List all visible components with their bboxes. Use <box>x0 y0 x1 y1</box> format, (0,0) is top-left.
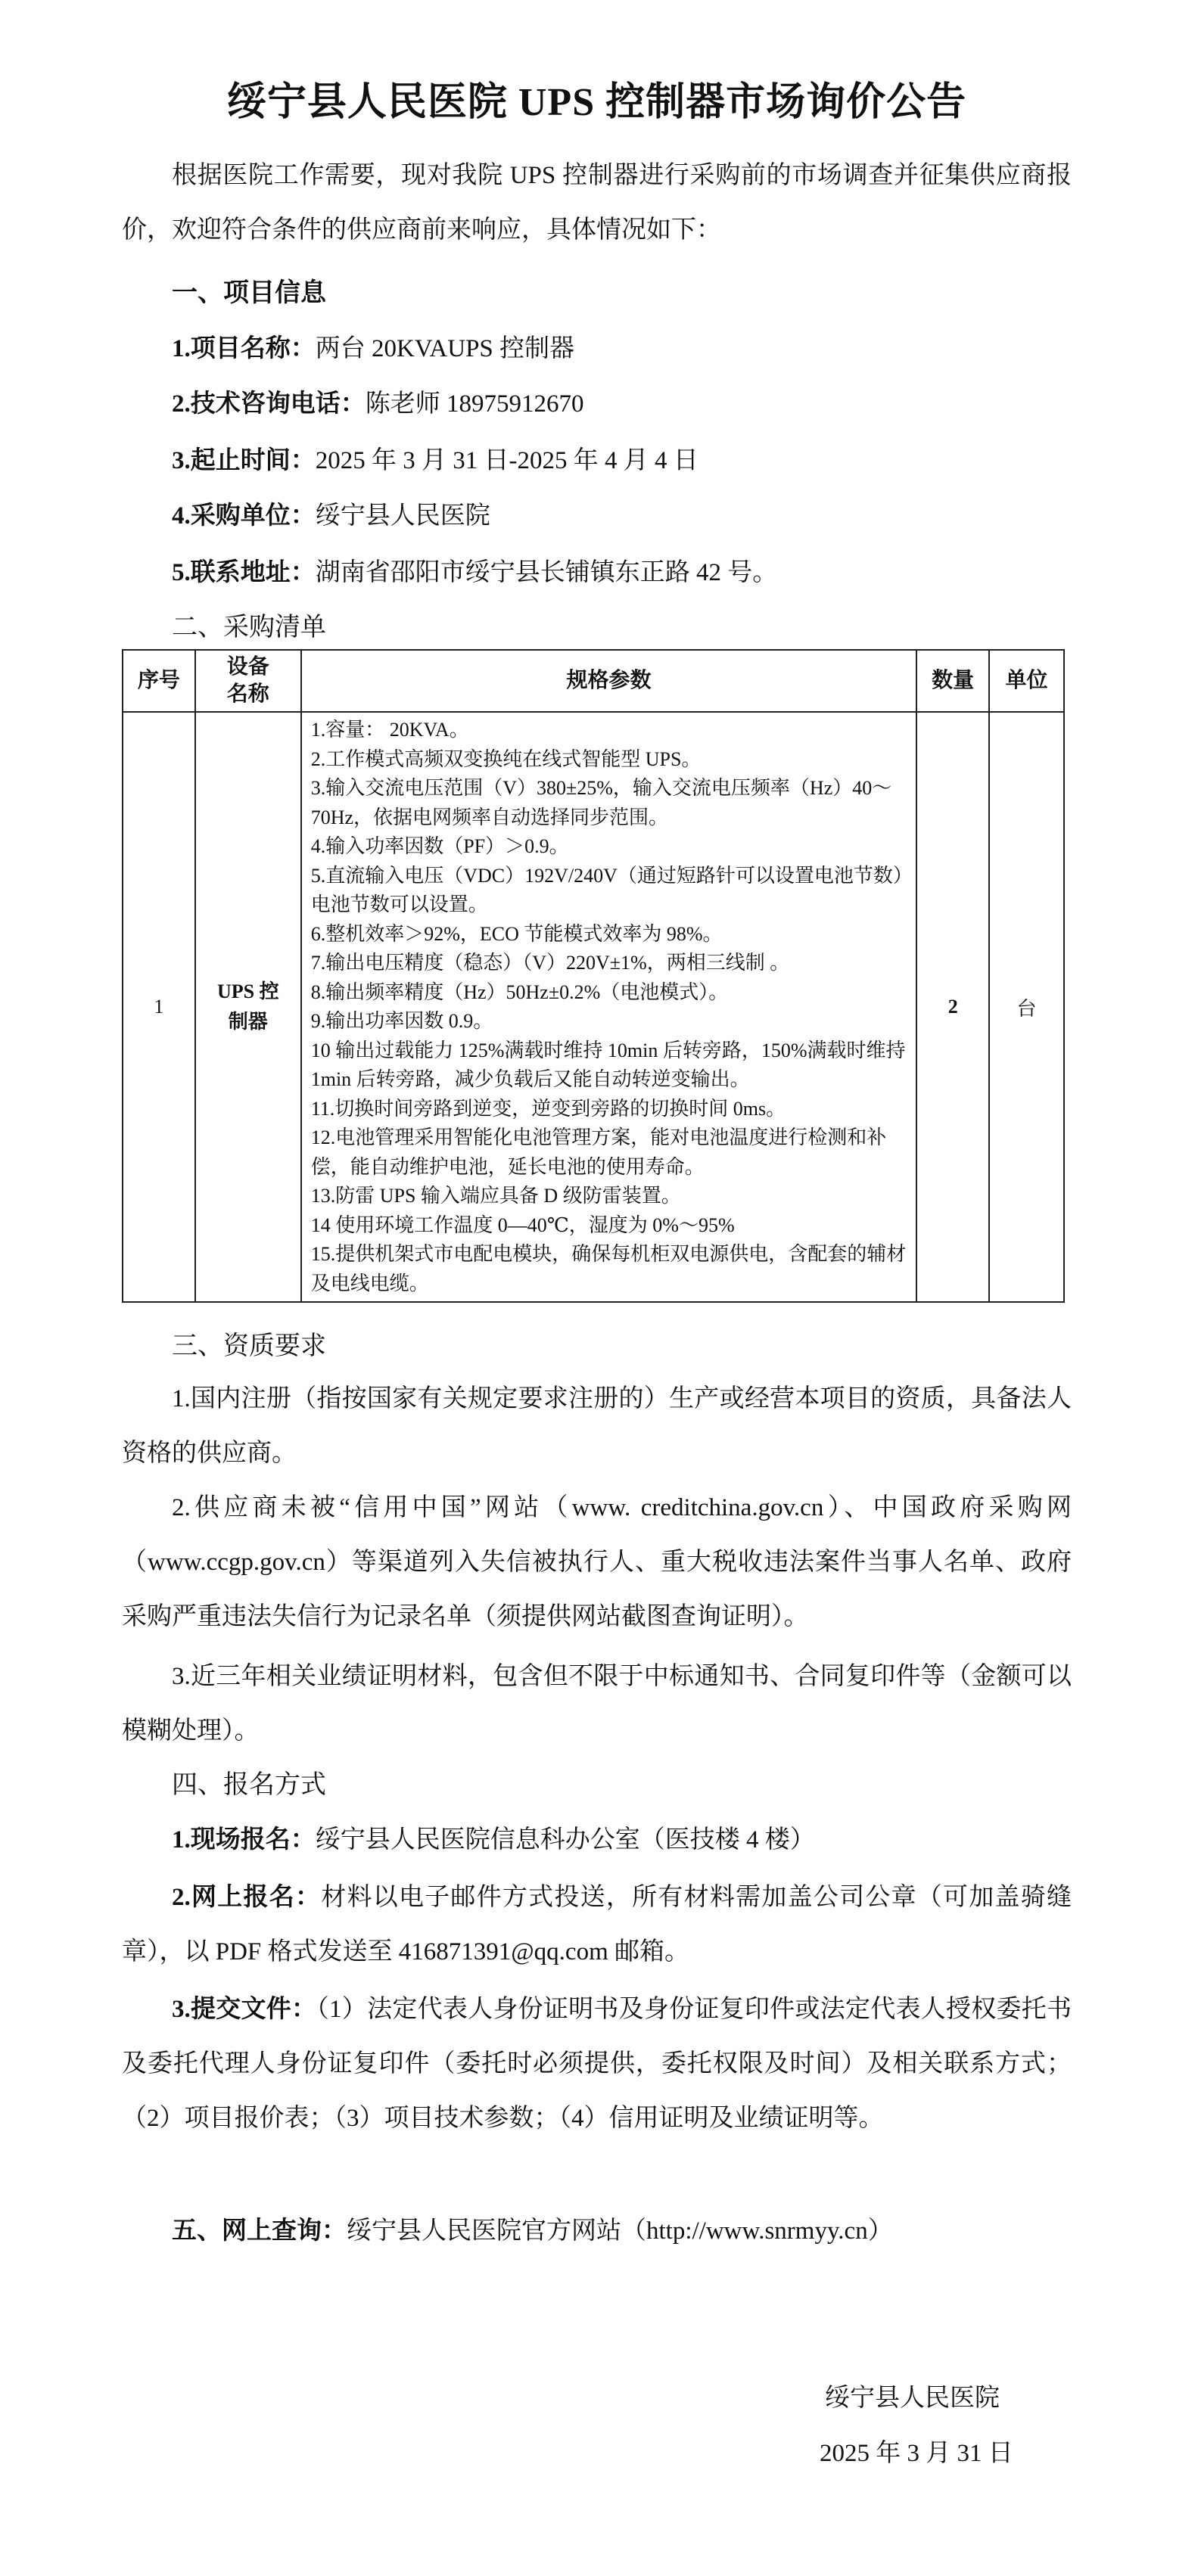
qualification-3: 3.近三年相关业绩证明材料，包含但不限于中标通知书、合同复印件等（金额可以模糊处理）。 <box>122 1663 1072 1745</box>
onsite-registration: 1.现场报名：绥宁县人民医院信息科办公室（医技楼 4 楼） <box>172 1826 815 1854</box>
cell-name: UPS 控制器 <box>195 712 301 1302</box>
page-title: 绥宁县人民医院 UPS 控制器市场询价公告 <box>226 81 967 124</box>
spec-line: 8.输出频率精度（Hz）50Hz±0.2%（电池模式）。 <box>310 980 729 1003</box>
col-header-name: 设备名称 <box>195 650 301 712</box>
online-query: 五、网上查询：绥宁县人民医院官方网站（http://www.snrmyy.cn） <box>172 2217 893 2245</box>
cell-no: 1 <box>123 712 195 1302</box>
project-name: 1.项目名称：两台 20KVAUPS 控制器 <box>172 335 575 362</box>
cell-specs <box>301 712 917 1302</box>
cell-qty: 2 <box>916 712 989 1302</box>
spec-line: 5.直流输入电压（VDC）192V/240V（通过短路针可以设置电池节数）电池节数可以设置。 <box>310 864 903 915</box>
qualification-2: 2.供应商未被“信用中国”网站（www. creditchina.gov.cn）、中国政府采购网（www.ccgp.gov.cn）等渠道列入失信被执行人、重大税收违法案件当事人名单、政府采购严重违法失信行为记录名单（须提供网站截图查询证明）。 <box>122 1494 1072 1630</box>
col-header-specs: 规格参数 <box>301 650 917 712</box>
section-heading-project-info: 一、项目信息 <box>172 279 326 307</box>
purchase-table <box>122 649 1065 1303</box>
spec-line: 12.电池管理采用智能化电池管理方案，能对电池温度进行检测和补偿，能自动维护电池，延长电池的使用寿命。 <box>310 1126 887 1178</box>
section-heading-qualifications: 三、资质要求 <box>172 1332 326 1360</box>
spec-line: 2.工作模式高频双变换纯在线式智能型 UPS。 <box>310 747 702 770</box>
tech-phone: 2.技术咨询电话：陈老师 18975912670 <box>172 390 584 418</box>
section-heading-purchase-list: 二、采购清单 <box>172 614 326 642</box>
purchaser: 4.采购单位：绥宁县人民医院 <box>172 502 490 530</box>
submission-files: 3.提交文件：（1）法定代表人身份证明书及身份证复印件或法定代表人授权委托书及委托代理人身份证复印件（委托时必须提供，委托权限及时间）及相关联系方式；（2）项目报价表；（3）项目技术参数；（4）信用证明及业绩证明等。 <box>122 1996 1072 2132</box>
online-registration: 2.网上报名：材料以电子邮件方式投送，所有材料需加盖公司公章（可加盖骑缝章），以 PDF 格式发送至 416871391@qq.com 邮箱。 <box>122 1884 1072 1965</box>
address: 5.联系地址：湖南省邵阳市绥宁县长铺镇东正路 42 号。 <box>172 559 778 586</box>
table-header-row <box>123 650 1064 712</box>
spec-line: 15.提供机架式市电配电模块，确保每机柜双电源供电，含配套的辅材及电线电缆。 <box>310 1243 907 1294</box>
spec-line: 10 输出过载能力 125%满载时维持 10min 后转旁路，150%满载时维持 1min 后转旁路，减少负载后又能自动转逆变输出。 <box>310 1039 906 1090</box>
spec-line: 11.切换时间旁路到逆变，逆变到旁路的切换时间 0ms。 <box>310 1097 786 1120</box>
spec-line: 7.输出电压精度（稳态）（V）220V±1%，两相三线制 。 <box>310 952 790 974</box>
signature-date: 2025 年 3 月 31 日 <box>820 2440 1013 2467</box>
intro-paragraph: 根据医院工作需要，现对我院 UPS 控制器进行采购前的市场调查并征集供应商报价，欢迎符合条件的供应商前来响应，具体情况如下： <box>122 162 1072 244</box>
table-row <box>123 712 1064 1302</box>
period: 3.起止时间：2025 年 3 月 31 日-2025 年 4 月 4 日 <box>172 447 699 474</box>
spec-line: 6.整机效率＞92%，ECO 节能模式效率为 98%。 <box>310 922 723 945</box>
col-header-qty: 数量 <box>916 650 989 712</box>
spec-line: 13.防雷 UPS 输入端应具备 D 级防雷装置。 <box>310 1185 681 1207</box>
spec-line: 9.输出功率因数 0.9。 <box>310 1010 493 1032</box>
spec-line: 14 使用环境工作温度 0—40℃，湿度为 0%～95% <box>310 1213 735 1236</box>
cell-unit: 台 <box>989 712 1064 1302</box>
signature-org: 绥宁县人民医院 <box>825 2385 1000 2412</box>
qualification-1: 1.国内注册（指按国家有关规定要求注册的）生产或经营本项目的资质，具备法人资格的供应商。 <box>122 1385 1072 1467</box>
col-header-no: 序号 <box>123 650 195 712</box>
spec-line: 1.容量： 20KVA。 <box>310 719 469 741</box>
spec-line: 4.输入功率因数（PF）＞0.9。 <box>310 835 569 857</box>
section-heading-registration: 四、报名方式 <box>172 1771 326 1799</box>
spec-line: 3.输入交流电压范围（V）380±25%，输入交流电压频率（Hz）40～70Hz，依据电网频率自动选择同步范围。 <box>310 777 892 828</box>
col-header-unit: 单位 <box>989 650 1064 712</box>
